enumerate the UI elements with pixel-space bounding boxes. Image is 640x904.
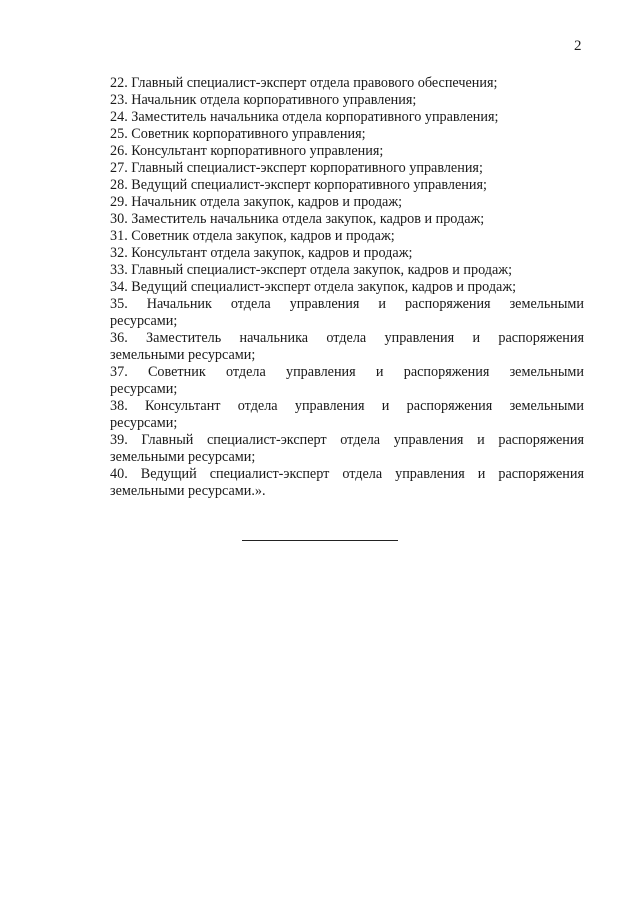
list-item-34: 34. Ведущий специалист-эксперт отдела закупок, кадров и продаж; bbox=[110, 279, 517, 295]
list-item-35-line2: ресурсами; bbox=[110, 313, 178, 329]
position-list bbox=[110, 75, 584, 500]
list-item-26: 26. Консультант корпоративного управления; bbox=[110, 143, 384, 159]
list-item-33: 33. Главный специалист-эксперт отдела закупок, кадров и продаж; bbox=[110, 262, 513, 278]
list-item-36-line2: земельными ресурсами; bbox=[110, 347, 256, 363]
list-item-40-line2: земельными ресурсами.». bbox=[110, 483, 266, 499]
list-item-36-line1: 36. Заместитель начальника отдела управления и распоряжения bbox=[110, 330, 584, 346]
list-item-24: 24. Заместитель начальника отдела корпоративного управления; bbox=[110, 109, 499, 125]
list-item-40-line1: 40. Ведущий специалист-эксперт отдела управления и распоряжения bbox=[110, 466, 584, 482]
list-item-39-line1: 39. Главный специалист-эксперт отдела управления и распоряжения bbox=[110, 432, 584, 448]
page-number: 2 bbox=[574, 38, 582, 54]
list-item-29: 29. Начальник отдела закупок, кадров и продаж; bbox=[110, 194, 403, 210]
list-item-37-line2: ресурсами; bbox=[110, 381, 178, 397]
list-item-22: 22. Главный специалист-эксперт отдела правового обеспечения; bbox=[110, 75, 498, 91]
list-item-38-line2: ресурсами; bbox=[110, 415, 178, 431]
list-item-35-line1: 35. Начальник отдела управления и распоряжения земельными bbox=[110, 296, 584, 312]
list-item-25: 25. Советник корпоративного управления; bbox=[110, 126, 366, 142]
list-item-30: 30. Заместитель начальника отдела закупок, кадров и продаж; bbox=[110, 211, 485, 227]
list-item-28: 28. Ведущий специалист-эксперт корпоративного управления; bbox=[110, 177, 487, 193]
list-item-27: 27. Главный специалист-эксперт корпоративного управления; bbox=[110, 160, 483, 176]
list-item-39-line2: земельными ресурсами; bbox=[110, 449, 256, 465]
list-item-32: 32. Консультант отдела закупок, кадров и продаж; bbox=[110, 245, 413, 261]
list-item-23: 23. Начальник отдела корпоративного управления; bbox=[110, 92, 417, 108]
list-item-38-line1: 38. Консультант отдела управления и распоряжения земельными bbox=[110, 398, 584, 414]
list-item-37-line1: 37. Советник отдела управления и распоряжения земельными bbox=[110, 364, 584, 380]
list-item-31: 31. Советник отдела закупок, кадров и продаж; bbox=[110, 228, 395, 244]
separator-line bbox=[242, 540, 398, 541]
